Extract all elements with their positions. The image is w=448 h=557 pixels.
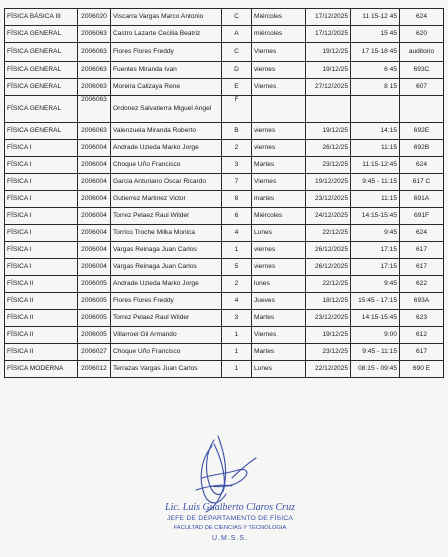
time-cell: 17:15 — [351, 242, 400, 259]
teacher-cell: Valenzuela Miranda Roberto — [111, 123, 222, 140]
date-cell: 17/12/2025 — [306, 26, 351, 43]
day-cell: viernes — [252, 123, 306, 140]
time-cell: 9:45 — [351, 225, 400, 242]
day-cell: viernes — [252, 242, 306, 259]
subject-cell: FÍSICA I — [5, 259, 78, 276]
room-cell: 693A — [400, 293, 444, 310]
signatory-name: Lic. Luis Gualberto Claros Cruz — [165, 502, 295, 513]
code-cell: 2006020 — [78, 9, 111, 26]
code-cell: 2006004 — [78, 191, 111, 208]
teacher-cell: Andrade Uzieda Marko Jorge — [111, 140, 222, 157]
group-cell: C — [222, 9, 252, 26]
time-cell: 17:15 — [351, 259, 400, 276]
time-cell: 9:45 - 11:15 — [351, 174, 400, 191]
date-cell: 19/12/25 — [306, 327, 351, 344]
subject-cell: FÍSICA II — [5, 276, 78, 293]
date-cell: 22/12/25 — [306, 225, 351, 242]
teacher-cell: Choque Uño Francisco — [111, 157, 222, 174]
subject-cell: FÍSICA GENERAL — [5, 62, 78, 79]
time-cell: 9:45 - 11:15 — [351, 344, 400, 361]
teacher-cell: Flores Flores Freddy — [111, 293, 222, 310]
room-cell: auditorio — [400, 43, 444, 62]
room-cell: 623 — [400, 310, 444, 327]
group-cell: 4 — [222, 293, 252, 310]
group-cell: 7 — [222, 174, 252, 191]
code-cell: 2006004 — [78, 242, 111, 259]
subject-cell: FÍSICA GENERAL — [5, 79, 78, 96]
group-cell: 2 — [222, 276, 252, 293]
group-cell: 1 — [222, 242, 252, 259]
group-cell: E — [222, 79, 252, 96]
teacher-cell: Castro Lazarte Cecilia Beatriz — [111, 26, 222, 43]
date-cell: 22/12/25 — [306, 276, 351, 293]
subject-cell: FÍSICA II — [5, 310, 78, 327]
teacher-cell: Villarroel Gil Armando — [111, 327, 222, 344]
room-cell: 624 — [400, 157, 444, 174]
time-cell: 17 15-18 45 — [351, 43, 400, 62]
date-cell: 26/12/2025 — [306, 242, 351, 259]
subject-cell: FÍSICA MODERNA — [5, 361, 78, 378]
group-cell: B — [222, 123, 252, 140]
room-cell: 624 — [400, 9, 444, 26]
room-cell: 620 — [400, 26, 444, 43]
room-cell: 691A — [400, 191, 444, 208]
day-cell: lunes — [252, 276, 306, 293]
day-cell: Jueves — [252, 293, 306, 310]
group-cell: 8 — [222, 191, 252, 208]
room-cell: 693C — [400, 62, 444, 79]
day-cell: Miércoles — [252, 208, 306, 225]
group-cell: 6 — [222, 208, 252, 225]
code-cell: 2006012 — [78, 361, 111, 378]
subject-cell: FÍSICA I — [5, 208, 78, 225]
room-cell: 617 — [400, 344, 444, 361]
subject-cell: FÍSICA II — [5, 327, 78, 344]
code-cell: 2006004 — [78, 157, 111, 174]
subject-cell: FÍSICA BÁSICA III — [5, 9, 78, 26]
group-cell: D — [222, 62, 252, 79]
day-cell: viernes — [252, 140, 306, 157]
room-cell: 622 — [400, 276, 444, 293]
date-cell: 18/12/25 — [306, 293, 351, 310]
code-cell: 2006005 — [78, 327, 111, 344]
code-cell: 2006005 — [78, 293, 111, 310]
subject-cell: FÍSICA GENERAL — [5, 123, 78, 140]
subject-cell: FÍSICA II — [5, 344, 78, 361]
day-cell: viernes — [252, 62, 306, 79]
day-cell: viernes — [252, 259, 306, 276]
time-cell: 8 15 — [351, 79, 400, 96]
subject-cell: FÍSICA II — [5, 293, 78, 310]
teacher-cell: Garcia Anturiano Oscar Ricardo — [111, 174, 222, 191]
time-cell: 14:15 — [351, 123, 400, 140]
code-cell: 2006004 — [78, 259, 111, 276]
code-cell: 2006027 — [78, 344, 111, 361]
teacher-cell: Moreira Calizaya Rene — [111, 79, 222, 96]
group-cell: 5 — [222, 259, 252, 276]
subject-cell: FÍSICA I — [5, 174, 78, 191]
code-cell: 2006063 — [78, 26, 111, 43]
group-cell: 2 — [222, 140, 252, 157]
subject-cell: FÍSICA GENERAL — [5, 43, 78, 62]
room-cell: 624 — [400, 225, 444, 242]
signatory-university: U.M.S.S. — [211, 535, 248, 542]
group-cell: F — [222, 96, 252, 123]
time-cell: 9:00 — [351, 327, 400, 344]
room-cell: 691F — [400, 208, 444, 225]
code-cell: 2006063 — [78, 79, 111, 96]
day-cell: Martes — [252, 344, 306, 361]
date-cell: 17/12/2025 — [306, 9, 351, 26]
day-cell: Viernes — [252, 43, 306, 62]
teacher-cell: Choque Uño Francisco — [111, 344, 222, 361]
day-cell: Lunes — [252, 225, 306, 242]
room-cell: 617 C — [400, 174, 444, 191]
code-cell: 2006063 — [78, 96, 111, 123]
time-cell: 11 15-12 45 — [351, 9, 400, 26]
room-cell: 692E — [400, 123, 444, 140]
day-cell: Viernes — [252, 79, 306, 96]
time-cell: 11:15-12:45 — [351, 157, 400, 174]
group-cell: C — [222, 43, 252, 62]
date-cell: 19/12/25 — [306, 62, 351, 79]
time-cell: 9:45 — [351, 276, 400, 293]
teacher-cell: Gutierrez Martinez Victor — [111, 191, 222, 208]
teacher-cell: Torrez Pelaez Raul Wilder — [111, 310, 222, 327]
day-cell: Miércoles — [252, 9, 306, 26]
day-cell: Martes — [252, 310, 306, 327]
room-cell: 692B — [400, 140, 444, 157]
day-cell: Martes — [252, 157, 306, 174]
group-cell: 3 — [222, 157, 252, 174]
date-cell: 22/12/2025 — [306, 361, 351, 378]
group-cell: 4 — [222, 225, 252, 242]
code-cell: 2006004 — [78, 225, 111, 242]
time-cell: 15:45 - 17:15 — [351, 293, 400, 310]
group-cell: 1 — [222, 344, 252, 361]
date-cell: 23/12/25 — [306, 344, 351, 361]
day-cell: Lunes — [252, 361, 306, 378]
teacher-cell: Fuentes Miranda Ivan — [111, 62, 222, 79]
code-cell: 2006004 — [78, 208, 111, 225]
time-cell: 14:15-15:45 — [351, 310, 400, 327]
group-cell: 1 — [222, 361, 252, 378]
code-cell: 2006063 — [78, 43, 111, 62]
subject-cell: FÍSICA I — [5, 157, 78, 174]
subject-cell: FÍSICA I — [5, 140, 78, 157]
time-cell: 11:15 — [351, 140, 400, 157]
date-cell: 23/12/2025 — [306, 310, 351, 327]
signatory-title: JEFE DE DEPARTAMENTO DE FÍSICA — [166, 515, 294, 522]
teacher-cell: Vargas Reinaga Juan Carlos — [111, 242, 222, 259]
time-cell: 15 45 — [351, 26, 400, 43]
code-cell: 2006063 — [78, 123, 111, 140]
signatory-faculty: FACULTAD DE CIENCIAS Y TECNOLOGIA — [173, 525, 287, 531]
teacher-cell: Andrade Uzieda Marko Jorge — [111, 276, 222, 293]
code-cell: 2006004 — [78, 174, 111, 191]
date-cell: 24/12/2025 — [306, 208, 351, 225]
subject-cell: FÍSICA GENERAL — [5, 96, 78, 123]
date-cell: 19/12/25 — [306, 123, 351, 140]
code-cell: 2006005 — [78, 276, 111, 293]
date-cell: 26/12/25 — [306, 140, 351, 157]
subject-cell: FÍSICA I — [5, 191, 78, 208]
subject-cell: FÍSICA I — [5, 225, 78, 242]
teacher-cell: Torrez Pelaez Raul Wilder — [111, 208, 222, 225]
code-cell: 2006004 — [78, 140, 111, 157]
room-cell: 690 E — [400, 361, 444, 378]
subject-cell: FÍSICA I — [5, 242, 78, 259]
room-cell: 617 — [400, 259, 444, 276]
teacher-cell: Torrico Troche Milka Monica — [111, 225, 222, 242]
date-cell: 19/12/25 — [306, 43, 351, 62]
room-cell: 617 — [400, 242, 444, 259]
day-cell: Viernes — [252, 327, 306, 344]
day-cell: Viernes — [252, 174, 306, 191]
date-cell: 19/12/2025 — [306, 174, 351, 191]
teacher-cell: Vargas Reinaga Juan Carlos — [111, 259, 222, 276]
group-cell: 1 — [222, 327, 252, 344]
time-cell: 08:15 - 09:45 — [351, 361, 400, 378]
time-cell: 11:15 — [351, 191, 400, 208]
teacher-cell: Flores Flores Freddy — [111, 43, 222, 62]
code-cell: 2006063 — [78, 62, 111, 79]
time-cell: 6 45 — [351, 62, 400, 79]
room-cell: 612 — [400, 327, 444, 344]
date-cell: 27/12/2025 — [306, 79, 351, 96]
subject-cell: FÍSICA GENERAL — [5, 26, 78, 43]
room-cell: 607 — [400, 79, 444, 96]
date-cell: 23/12/25 — [306, 157, 351, 174]
date-cell: 26/12/2025 — [306, 259, 351, 276]
time-cell: 14:15-15:45 — [351, 208, 400, 225]
day-cell: miércoles — [252, 26, 306, 43]
date-cell: 23/12/2025 — [306, 191, 351, 208]
group-cell: 3 — [222, 310, 252, 327]
group-cell: A — [222, 26, 252, 43]
teacher-cell: Viscarra Vargas Marco Antonio — [111, 9, 222, 26]
day-cell: martes — [252, 191, 306, 208]
teacher-cell: Ordonez Salvatierra Miguel Angel — [111, 96, 222, 123]
code-cell: 2006005 — [78, 310, 111, 327]
teacher-cell: Terrazas Vargas Juan Carlos — [111, 361, 222, 378]
